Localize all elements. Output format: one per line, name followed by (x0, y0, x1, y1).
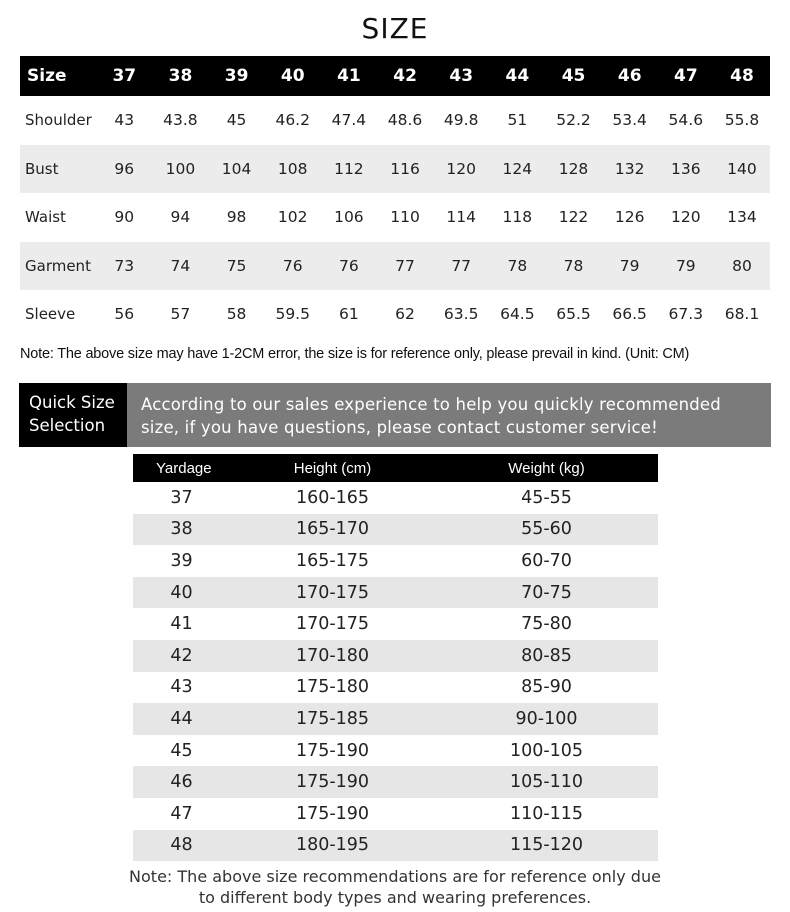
measurement-value: 65.5 (556, 305, 591, 324)
measurement-value: 116 (390, 159, 420, 178)
quick-size-label (19, 383, 127, 447)
measurement-value: 43 (114, 111, 135, 130)
measurement-value: 140 (727, 159, 757, 178)
size-header-cell: 38 (168, 66, 193, 86)
recommendation-row (133, 482, 658, 514)
measurement-value: 67.3 (668, 305, 704, 324)
measurement-value: 54.6 (668, 111, 704, 130)
yardage-value: 45 (170, 740, 193, 761)
measurement-value: 128 (558, 159, 589, 178)
height-header: Height (cm) (293, 459, 372, 477)
measurement-value: 63.5 (443, 305, 479, 324)
measurement-value: 57 (170, 305, 191, 324)
yardage-value: 44 (170, 708, 193, 729)
recommendation-row (133, 514, 658, 546)
measurement-value: 55.8 (724, 111, 760, 130)
quick-size-description-line1: According to our sales experience to help you quickly recommended (141, 395, 721, 414)
height-value: 165-175 (295, 550, 370, 571)
height-value: 175-190 (295, 803, 370, 824)
height-value: 170-175 (295, 582, 370, 603)
measurement-value: 114 (446, 208, 476, 227)
measurement-value: 124 (502, 159, 533, 178)
quick-size-label-line1: Quick Size (29, 393, 115, 412)
measurement-value: 102 (277, 208, 308, 227)
measurement-value: 100 (165, 159, 196, 178)
size-header-cell: 40 (280, 66, 305, 86)
measurement-value: 110 (390, 208, 420, 227)
recommendation-row (133, 672, 658, 704)
height-value: 175-185 (295, 708, 370, 729)
yardage-value: 43 (170, 677, 193, 698)
measurement-value: 108 (277, 159, 308, 178)
measurement-value: 75 (226, 256, 247, 275)
recommendation-row (133, 703, 658, 735)
size-header-cell: 39 (224, 66, 249, 86)
measurement-value: 78 (563, 256, 584, 275)
recommendation-row (133, 830, 658, 862)
measurement-value: 79 (675, 256, 696, 275)
measurement-value: 47.4 (331, 111, 367, 130)
measurement-value: 122 (558, 208, 589, 227)
measurement-value: 58 (226, 305, 247, 324)
weight-value: 45-55 (521, 487, 572, 508)
yardage-value: 47 (170, 803, 193, 824)
yardage-value: 38 (170, 519, 193, 540)
measurement-value: 52.2 (556, 111, 591, 130)
height-value: 175-190 (295, 772, 370, 793)
recommendation-row (133, 640, 658, 672)
measurement-value: 112 (334, 159, 364, 178)
yardage-value: 39 (170, 550, 193, 571)
measurement-value: 104 (221, 159, 252, 178)
recommendation-note (100, 866, 690, 908)
weight-value: 55-60 (521, 519, 572, 540)
size-header-cell: 45 (561, 66, 586, 86)
measurement-value: 90 (114, 208, 135, 227)
height-value: 175-180 (295, 677, 370, 698)
measurement-value: 66.5 (612, 305, 647, 324)
measurement-value: 132 (614, 159, 645, 178)
measurement-value: 77 (451, 256, 472, 275)
weight-value: 105-110 (509, 772, 584, 793)
yardage-value: 42 (170, 645, 193, 666)
weight-value: 70-75 (521, 582, 572, 603)
measurement-value: 48.6 (387, 111, 423, 130)
recommendation-row (133, 577, 658, 609)
measurement-value: 51 (507, 111, 528, 130)
weight-header: Weight (kg) (508, 459, 585, 477)
measurement-value: 76 (339, 256, 359, 275)
measurement-label: Bust (25, 159, 59, 178)
recommendation-row (133, 545, 658, 577)
recommendation-row (133, 766, 658, 798)
size-chart-header-row (20, 56, 770, 96)
size-chart-row (20, 193, 770, 242)
size-header-cell: 43 (449, 66, 474, 86)
measurement-value: 126 (614, 208, 645, 227)
measurement-value: 98 (226, 208, 247, 227)
size-chart-table (20, 56, 770, 339)
size-header-cell: 42 (393, 66, 417, 86)
recommendation-note-line1: Note: The above size recommendations are for reference only due (129, 867, 661, 886)
quick-size-label-line2: Selection (29, 416, 106, 435)
measurement-value: 64.5 (500, 305, 535, 324)
quick-size-description-line2: size, if you have questions, please contact customer service! (141, 418, 658, 437)
height-value: 175-190 (295, 740, 370, 761)
measurement-value: 79 (619, 256, 640, 275)
weight-value: 60-70 (521, 550, 572, 571)
measurement-value: 94 (170, 208, 191, 227)
size-chart-row (20, 145, 770, 194)
measurement-value: 43.8 (163, 111, 198, 130)
measurement-value: 49.8 (443, 111, 479, 130)
measurement-value: 134 (727, 208, 757, 227)
page-title: SIZE (361, 12, 429, 45)
measurement-label: Garment (25, 256, 91, 275)
size-header-cell: 48 (730, 66, 754, 86)
measurement-value: 46.2 (275, 111, 310, 130)
measurement-value: 120 (446, 159, 476, 178)
size-error-note: Note: The above size may have 1-2CM error, the size is for reference only, please prevail in kind. (Unit: CM) (20, 346, 690, 362)
height-value: 160-165 (295, 487, 370, 508)
measurement-value: 80 (732, 256, 752, 275)
yardage-value: 48 (170, 835, 193, 856)
measurement-value: 120 (671, 208, 701, 227)
measurement-value: 76 (282, 256, 303, 275)
size-chart-row (20, 290, 770, 339)
weight-value: 115-120 (509, 835, 584, 856)
measurement-value: 106 (334, 208, 364, 227)
weight-value: 100-105 (509, 740, 584, 761)
size-header-cell: 41 (337, 66, 361, 86)
weight-value: 90-100 (515, 708, 578, 729)
measurement-value: 68.1 (724, 305, 760, 324)
size-chart-row (20, 96, 770, 145)
weight-value: 80-85 (521, 645, 572, 666)
measurement-value: 96 (114, 159, 135, 178)
quick-size-description (127, 383, 771, 447)
size-header-cell: 44 (505, 66, 530, 86)
size-header-cell: 46 (617, 66, 642, 86)
measurement-value: 62 (395, 305, 415, 324)
measurement-value: 45 (226, 111, 247, 130)
height-value: 165-170 (295, 519, 370, 540)
size-header-label: Size (27, 66, 67, 86)
recommendation-row (133, 735, 658, 767)
yardage-value: 46 (170, 772, 193, 793)
size-header-cell: 47 (674, 66, 698, 86)
measurement-value: 136 (671, 159, 701, 178)
yardage-value: 37 (170, 487, 193, 508)
height-value: 180-195 (295, 835, 370, 856)
size-header-cell: 37 (112, 66, 137, 86)
yardage-header: Yardage (156, 459, 212, 477)
quick-size-banner (19, 383, 771, 447)
recommendation-header-row (133, 454, 658, 482)
measurement-value: 53.4 (612, 111, 647, 130)
measurement-value: 74 (170, 256, 191, 275)
measurement-value: 78 (507, 256, 528, 275)
height-value: 170-180 (295, 645, 370, 666)
recommendation-row (133, 798, 658, 830)
recommendation-note-line2: to different body types and wearing preferences. (198, 888, 592, 907)
measurement-label: Shoulder (25, 111, 92, 130)
measurement-value: 73 (114, 256, 135, 275)
weight-value: 110-115 (509, 803, 584, 824)
measurement-value: 56 (114, 305, 135, 324)
height-value: 170-175 (295, 614, 370, 635)
measurement-value: 59.5 (275, 305, 310, 324)
yardage-value: 40 (170, 582, 193, 603)
size-recommendation-table (133, 454, 658, 861)
measurement-label: Sleeve (25, 305, 76, 324)
weight-value: 85-90 (521, 677, 572, 698)
recommendation-row (133, 608, 658, 640)
measurement-value: 61 (339, 305, 359, 324)
weight-value: 75-80 (521, 614, 572, 635)
measurement-label: Waist (25, 208, 66, 227)
size-chart-row (20, 242, 770, 291)
yardage-value: 41 (170, 614, 193, 635)
measurement-value: 118 (502, 208, 533, 227)
measurement-value: 77 (395, 256, 415, 275)
